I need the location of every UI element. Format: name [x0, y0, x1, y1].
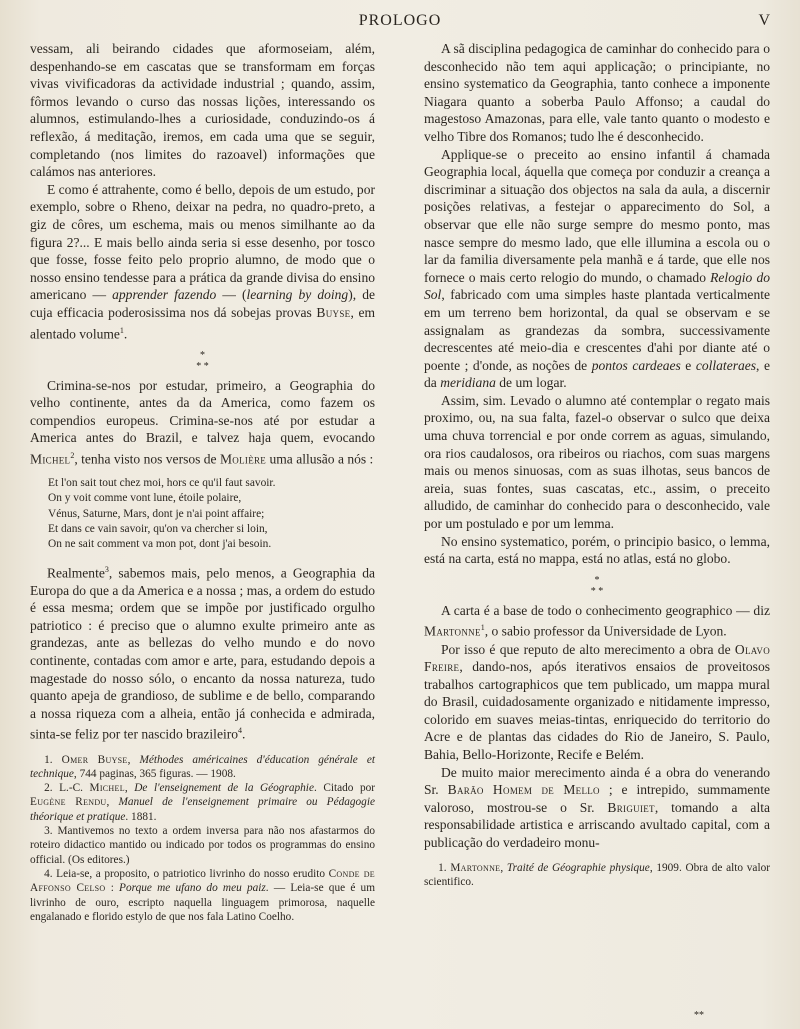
paragraph: De muito maior merecimento ainda é a obra do venerando Sr. Barão Homem de Mello ; e intrepido, summamente valoroso, mostrou-se o Sr. Briguiet, tomando a alta responsabilidade artistica e arriscando avultado capital, com a publicação do verdadeiro monu-: [424, 764, 770, 851]
footnote: 2. L.-C. Michel, De l'enseignement de la Géographie. Citado por Eugène Rendu, Manuel de l'enseignement primaire ou Pédagogie théorique et pratique. 1881.: [30, 782, 376, 823]
running-header: [0, 12, 800, 34]
footnote: 1. Omer Buyse, Méthodes américaines d'éducation générale et technique, 744 paginas, 365 figuras. — 1908.: [30, 753, 375, 780]
section-asterism: * * *: [590, 574, 604, 597]
verse-line: Et l'on sait tout chez moi, hors ce qu'il faut savoir.: [48, 477, 276, 490]
paragraph: No ensino systematico, porém, o principio basico, o lemma, está na carta, está no mappa, está no atlas, está no globo.: [424, 533, 770, 567]
page-number: V: [758, 12, 770, 29]
running-title: PROLOGO: [358, 12, 442, 29]
paragraph: Por isso é que reputo de alto merecimento a obra de Olavo Freire, dando-nos, após iterativos ensaios de proveitosos trabalhos cartographicos que tem publicado, um mappa mural do Brasil, cuidadosamente organizado e nitidamente impresso, colorido em suaves meias-tintas, enriquecido do territorio do Acre e de plantas das cidades do Rio de Janeiro, S. Paulo, Bahia, Bello-Horizonte, Recife e Belém.: [424, 641, 770, 763]
paragraph: A sã disciplina pedagogica de caminhar do conhecido para o desconhecido não tem aqui applicação; o principiante, no ensino systematico da Geographia, tanto conhece a imponente Niagara quanto a soberba Paulo Affonso; a caudal do magestoso Amazonas, para elle, vale tanto quanto o modesto e velho Tibre dos Romanos; tudo lhe é desconhecido.: [424, 41, 770, 144]
author-name: Olavo Freire: [424, 641, 770, 675]
right-column: [424, 40, 770, 889]
verse-quote: [48, 476, 375, 552]
footnote: 4. Leia-se, a proposito, o patriotico livrinho do nosso erudito Conde de Affonso Celso : Porque me ufano do meu paiz. — Leia-se que é um livrinho de ouro, escripto naquella linguagem primorosa, naquelle engalanado e florido estylo de que nos fala Latino Coelho.: [30, 867, 375, 923]
author-name: Molière: [219, 451, 267, 467]
paragraph: Crimina-se-nos por estudar, primeiro, a Geographia do velho continente, antes da da America, como fazem os compendios europeus. Crimina-se-nos até por estudar a America antes do Brazil, e talvez haja quem, evocando Michel$^2$, tenha visto nos versos de Molière uma allusão a nós :: [30, 377, 375, 467]
verse-line: Et dans ce vain savoir, qu'on va chercher si loin,: [48, 522, 268, 535]
verse-line: Vénus, Saturne, Mars, dont je n'ai point affaire;: [48, 507, 265, 520]
footnotes: [30, 753, 375, 925]
footnote-ref: 2: [70, 450, 75, 460]
footnote: 3. Mantivemos no texto a ordem inversa para não nos afastarmos do roteiro didactico mantido ou indicado por todos os programmas do ensino official. (Os editores.): [30, 825, 375, 866]
signature-mark: **: [694, 1010, 704, 1021]
footnote-ref: 3: [104, 564, 109, 574]
footnote-ref: 1: [119, 325, 124, 335]
author-name: Buyse: [316, 304, 351, 320]
paragraph: Assim, sim. Levado o alumno até contemplar o regato mais proximo, ou, na sua falta, fazel-o observar o sulco que deixa uma chuva torrencial e por onde correm as aguas, simulando, ora rios caudalosos, ora ribeiros ou riachos, com suas margens mais ou menos sinuosas, com as suas ilhotas, seus bancos de areia, suas fontes, suas cascatas, etc., assim, o preceito alludido, de caminhar do conhecido para o desconhecido, vale por um postulado e por um lemma.: [424, 392, 770, 532]
left-column: [30, 40, 375, 924]
author-name: Briguiet: [607, 799, 655, 815]
author-name: Martonne: [424, 623, 481, 639]
footnote-ref: 4: [238, 726, 243, 736]
paragraph: E como é attrahente, como é bello, depois de um estudo, por exemplo, sobre o Rheno, deixar na pedra, no quadro-preto, a giz de côres, um eschema, mais ou menos similhante ao da figura 2?... E mais bello ainda seria si esse desenho, por tosco que fosse, fosse feito pelo proprio alumno, de modo que o nosso ensino tendesse para a prática da grande divisa do ensino americano — apprender fazendo — (learning by doing), de cuja efficacia poderosissima nos dá sobejas provas Buyse, em alentado volume$^1$.: [30, 181, 375, 342]
footnote-ref: 1: [480, 623, 485, 633]
verse-line: On y voit comme vont lune, étoile polaire,: [48, 492, 242, 505]
footnotes: [424, 861, 770, 890]
paragraph: Applique-se o preceito ao ensino infantil á chamada Geographia local, áquella que começa por conduzir a creança a discriminar a situação dos objectos na sala da aula, a discernir posições relativas, a festejar o apparecimento do Sol, a observar que elle não surge sempre do mesmo ponto, mas nasce sempre do mesmo lado, que elle illumina a escola ou o lar da familia diversamente pela manhã e á tarde, que elle nos fornece o mais certo relogio do mundo, o chamado Relogio do Sol, fabricado com uma simples haste plantada verticalmente em um terreno bem horizontal, da qual se observam e se assignalam as grandezas da sombra, successivamente decrescentes até meio-dia e crescentes d'ahi por diante até o poente ; d'onde, as noções de pontos cardeaes e collateraes, e da meridiana de um logar.: [424, 146, 770, 391]
footnote: 1. Martonne, Traité de Géographie physique, 1909. Obra de alto valor scientifico.: [424, 861, 770, 888]
section-asterism: * * *: [196, 349, 209, 372]
paragraph: A carta é a base de todo o conhecimento geographico — diz Martonne$^1$, o sabio professor da Universidade de Lyon.: [424, 602, 770, 639]
author-name: Barão Homem de Mello: [447, 782, 600, 798]
verse-line: On ne sait comment va mon pot, dont j'ai besoin.: [48, 538, 272, 551]
author-name: Michel: [30, 451, 71, 467]
paragraph: vessam, ali beirando cidades que aformoseiam, além, despenhando-se em cascatas que se transformam em forças vivas vivificadoras da actividade industrial ; quando, assim, fôrmos levando o curso das nossas lições, interessando os alumnos, estimulando-lhes a curiosidade, conduzindo-os á reflexão, á meditação, iremos, em cada uma que se seguir, completando (nos limites do razoavel) informações que calámos nas anteriores.: [30, 41, 375, 180]
paragraph: Realmente$^3$, sabemos mais, pelo menos, a Geographia da Europa do que a da America e a nossa ; mas, a ordem do estudo é essa mesma; ordem que se impõe por justificado orgulho patriotico : é preciso que o alumno exulte primeiro ante as grandezas, ante as bellezas do velho mundo e do novo continente, contadas com amor e arte, para, estudando depois a magestade do nosso sólo, o encanto da nossa natureza, tudo quanto apeja de grandioso, de sublime e de bello, comparando a nossa riqueza com a alheia, então já conhecida e admirada, sinta-se feliz por ter nascido brazileiro$^4$.: [30, 564, 375, 742]
